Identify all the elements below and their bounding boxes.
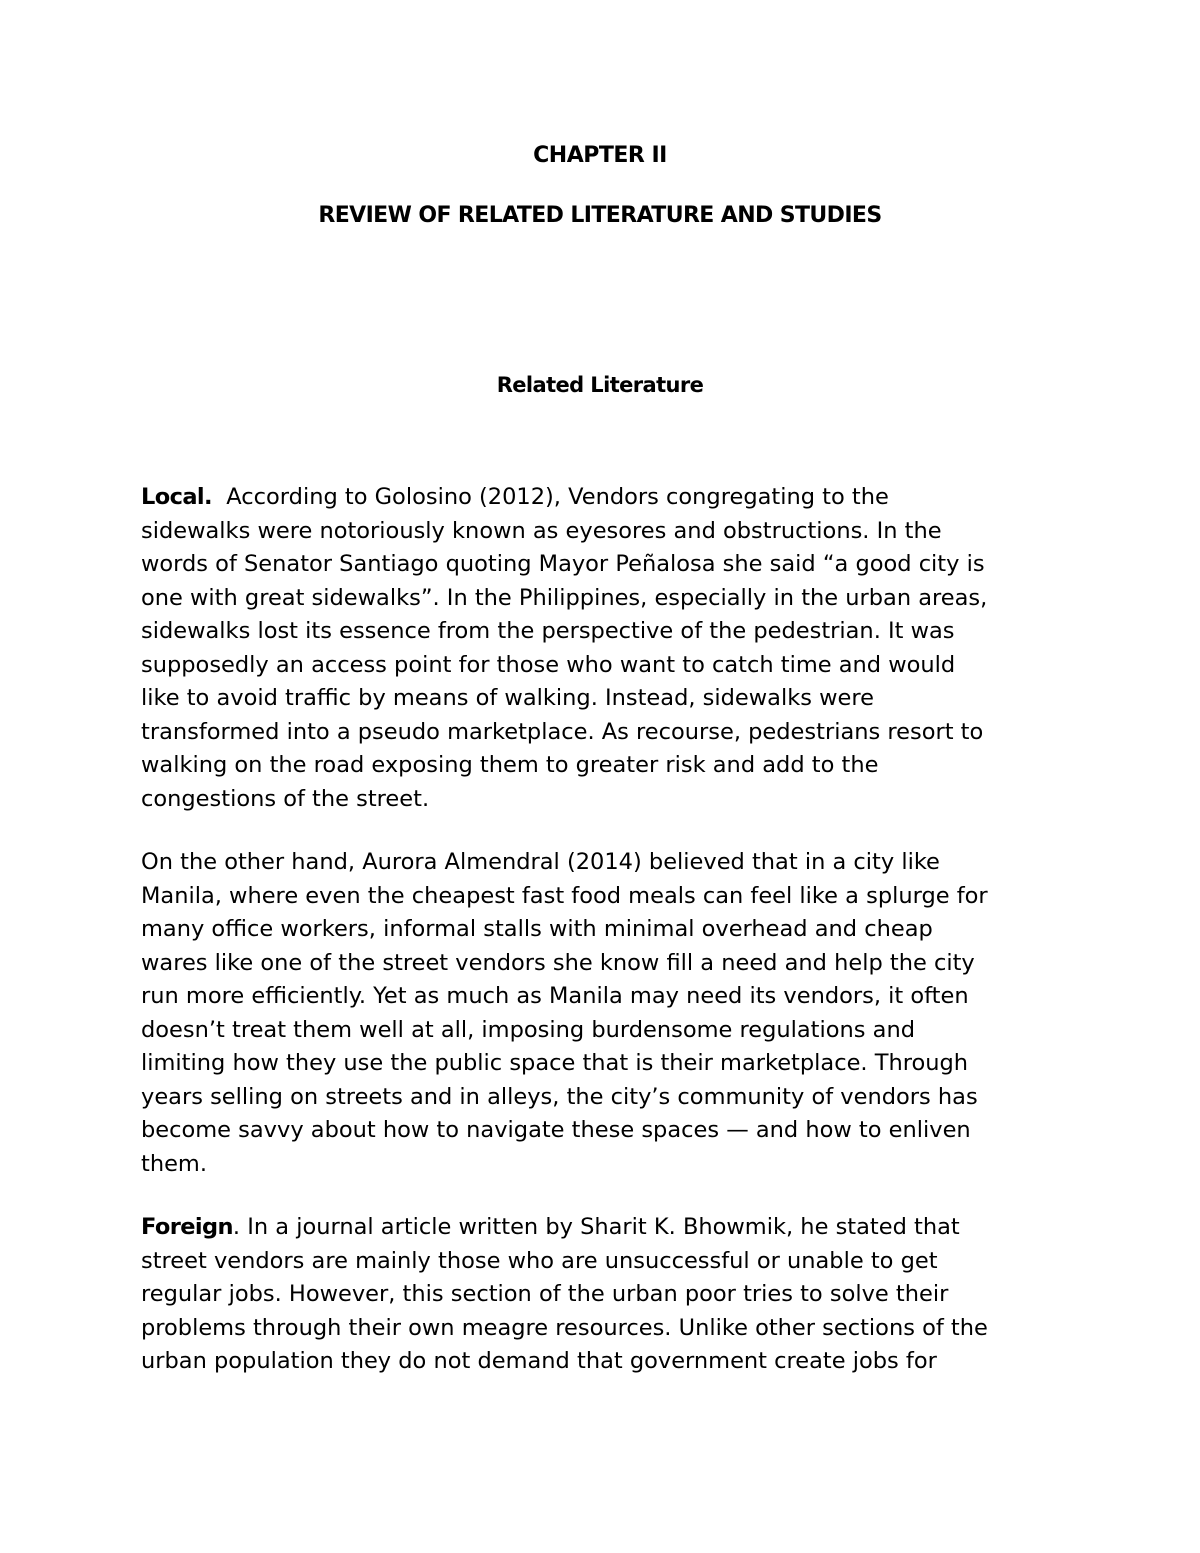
paragraph-line: many office workers, informal stalls with minimal overhead and cheap <box>141 916 933 942</box>
chapter-subtitle: REVIEW OF RELATED LITERATURE AND STUDIES <box>318 203 882 228</box>
paragraph-line: On the other hand, Aurora Almendral (2014) believed that in a city like <box>141 849 940 875</box>
paragraph-line: words of Senator Santiago quoting Mayor Peñalosa she said “a good city is <box>141 551 985 577</box>
section-heading: Related Literature <box>496 373 704 397</box>
paragraph-line: transformed into a pseudo marketplace. As recourse, pedestrians resort to <box>141 718 984 745</box>
paragraph-line: congestions of the street. <box>141 785 430 812</box>
paragraph-line: sidewalks lost its essence from the perspective of the pedestrian. It was <box>141 618 955 644</box>
paragraph-line: street vendors are mainly those who are unsuccessful or unable to get <box>141 1247 938 1274</box>
paragraph-line: walking on the road exposing them to greater risk and add to the <box>141 752 879 778</box>
paragraph-line: one with great sidewalks”. In the Philippines, especially in the urban areas, <box>141 584 988 611</box>
paragraph-local <box>141 481 1061 816</box>
paragraph-line: limiting how they use the public space that is their marketplace. Through <box>141 1050 969 1076</box>
paragraph-line: years selling on streets and in alleys, the city’s community of vendors has <box>141 1083 978 1110</box>
paragraph-line: . In a journal article written by Sharit K. Bhowmik, he stated that <box>232 1214 960 1240</box>
paragraph-lead-foreign: Foreign <box>141 1214 233 1240</box>
paragraph-lead-local: Local. <box>141 484 212 510</box>
paragraph-line: Manila, where even the cheapest fast food meals can feel like a splurge for <box>141 882 988 909</box>
paragraph-line: sidewalks were notoriously known as eyesores and obstructions. In the <box>141 517 942 544</box>
paragraph-line: like to avoid traffic by means of walking. Instead, sidewalks were <box>141 685 874 711</box>
paragraph-line: regular jobs. However, this section of the urban poor tries to solve their <box>141 1281 949 1307</box>
paragraph-foreign <box>141 1211 1061 1379</box>
chapter-title: CHAPTER II <box>533 143 667 168</box>
paragraph-line: According to Golosino (2012), Vendors congregating to the <box>226 484 889 510</box>
paragraph-line: wares like one of the street vendors she know fill a need and help the city <box>141 949 975 976</box>
paragraph-line: supposedly an access point for those who want to catch time and would <box>141 651 956 678</box>
paragraph-line: urban population they do not demand that government create jobs for <box>141 1348 937 1374</box>
paragraph-line: problems through their own meagre resources. Unlike other sections of the <box>141 1314 988 1341</box>
paragraph-line: doesn’t treat them well at all, imposing burdensome regulations and <box>141 1016 915 1043</box>
paragraph-line: run more efficiently. Yet as much as Manila may need its vendors, it often <box>141 983 969 1009</box>
paragraph-almendral <box>141 846 1061 1181</box>
paragraph-line: them. <box>141 1150 207 1177</box>
paragraph-line: become savvy about how to navigate these spaces — and how to enliven <box>141 1117 971 1143</box>
